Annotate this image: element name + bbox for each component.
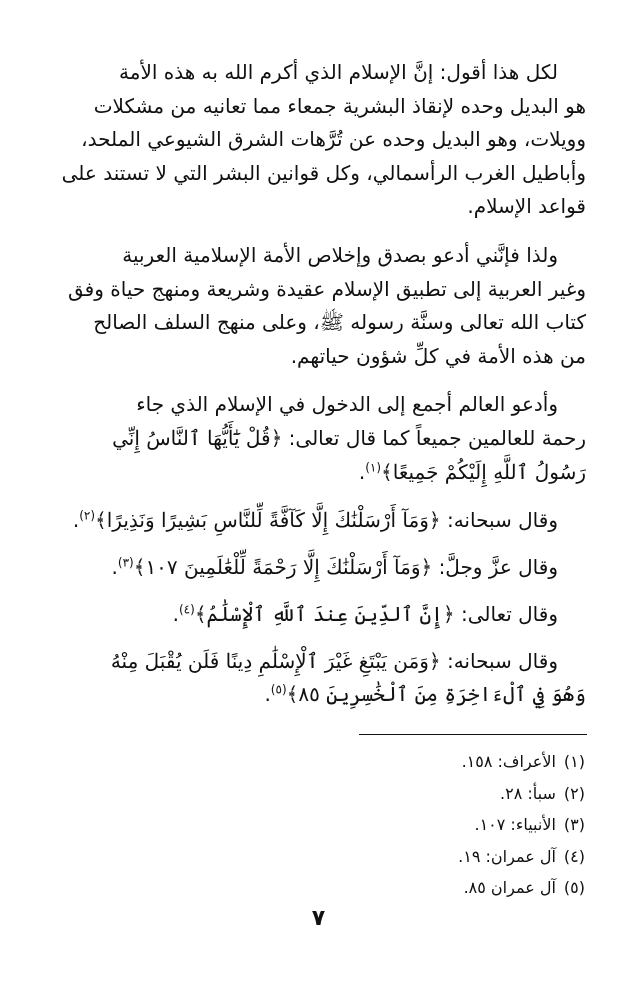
footnote-number: (٣) xyxy=(563,815,585,834)
footnote-text: آل عمران ٨٥. xyxy=(463,878,556,897)
quote-intro: وقال سبحانه: xyxy=(446,508,558,533)
footnote-text: الأنبياء: ١٠٧. xyxy=(474,815,556,834)
footnotes-list xyxy=(285,746,585,904)
quote-line-4 xyxy=(58,645,586,711)
text-line: وأباطيل الغرب الرأسمالي، وكل قوانين البشر التي لا تستند على xyxy=(61,160,586,185)
text-line: لكل هذا أقول: إنَّ الإسلام الذي أكرم الله به هذه الأمة xyxy=(119,60,558,84)
punctuation: . xyxy=(72,508,80,533)
footnote-number: (٤) xyxy=(563,846,585,866)
footnote-marker: (٥) xyxy=(270,682,287,697)
footnote-number: (١) xyxy=(563,752,585,771)
text-line: كتاب الله تعالى وسنَّة رسوله ﷺ، وعلى منهج السلف الصالح xyxy=(93,310,586,335)
footnote-item xyxy=(285,841,585,873)
text-line xyxy=(58,456,586,490)
page-body xyxy=(58,56,586,731)
text-line xyxy=(58,422,586,456)
text-line: هو البديل وحده لإنقاذ البشرية جمعاء مما تعانيه من مشكلات xyxy=(93,93,586,118)
quran-verse: ﴿إِنَّ ٱلدِّينَ عِندَ ٱللَّهِ ٱلْإِسْلَٰمُ﴾ xyxy=(194,602,455,627)
text-line: من هذه الأمة في كلِّ شؤون حياتهم. xyxy=(290,343,586,368)
quote-intro: وقال عزَّ وجلَّ: xyxy=(438,555,558,580)
footnote-item xyxy=(285,872,585,904)
footnote-marker: (٤) xyxy=(178,602,195,617)
punctuation: . xyxy=(111,555,118,580)
text-line: قواعد الإسلام. xyxy=(467,194,586,219)
punctuation: . xyxy=(358,459,366,484)
punctuation: . xyxy=(264,682,271,707)
text-line: وأدعو العالم أجمع إلى الدخول في الإسلام الذي جاء xyxy=(136,392,558,417)
footnote-marker: (١) xyxy=(365,459,382,474)
footnote-marker: (٢) xyxy=(79,508,96,523)
footnote-text: سبأ: ٢٨. xyxy=(500,783,556,803)
quran-verse: رَسُولُ ٱللَّهِ إِلَيْكُمْ جَمِيعًا﴾ xyxy=(381,459,586,484)
quote-intro: وقال سبحانه: xyxy=(446,649,558,674)
text-line: وويلات، وهو البديل وحده عن تُرَّهات الشرق الشيوعي الملحد، xyxy=(81,127,586,152)
text-line xyxy=(58,678,586,711)
footnote-item xyxy=(285,746,585,778)
footnote-text: الأعراف: ١٥٨. xyxy=(461,752,556,771)
footnote-marker: (٣) xyxy=(117,555,134,570)
quote-line-3 xyxy=(58,598,586,631)
inline-text: رحمة للعالمين جميعاً كما قال تعالى: xyxy=(288,425,586,450)
footnote-item xyxy=(285,778,585,810)
paragraph-2 xyxy=(58,239,586,373)
quran-verse: وَهُوَ فِي ٱلْءَاخِرَةِ مِنَ ٱلْخَٰسِرِينَ ٨٥﴾ xyxy=(286,682,586,707)
footnote-divider xyxy=(359,734,587,735)
text-line xyxy=(58,645,586,678)
quote-intro: وقال تعالى: xyxy=(460,602,558,627)
quotes-block xyxy=(58,504,586,631)
quran-verse: ﴿وَمَآ أَرْسَلْنَٰكَ إِلَّا كَآفَّةً لِّلنَّاسِ بَشِيرًا وَنَذِيرًا﴾ xyxy=(95,508,441,533)
quote-line-2 xyxy=(58,551,586,584)
paragraph-3 xyxy=(58,388,586,489)
quran-verse: ﴿وَمَآ أَرْسَلْنَٰكَ إِلَّا رَحْمَةً لِّلْعَٰلَمِينَ ١٠٧﴾ xyxy=(133,555,433,580)
page-number: ٧ xyxy=(311,906,326,931)
paragraph-1 xyxy=(58,56,586,224)
text-line: ولذا فإنَّني أدعو بصدق وإخلاص الأمة الإسلامية العربية xyxy=(122,242,558,267)
quote-line-1 xyxy=(58,504,586,537)
footnote-number: (٥) xyxy=(563,878,585,897)
quran-verse: ﴿قُلْ يَٰٓأَيُّهَا ٱلنَّاسُ إِنِّي xyxy=(112,425,283,450)
footnote-number: (٢) xyxy=(563,783,585,803)
footnote-item xyxy=(285,809,585,841)
footnote-text: آل عمران: ١٩. xyxy=(458,846,556,866)
punctuation: . xyxy=(172,602,179,627)
text-line: وغير العربية إلى تطبيق الإسلام عقيدة وشريعة ومنهج حياة وفق xyxy=(68,276,586,301)
quran-verse: ﴿وَمَن يَبْتَغِ غَيْرَ ٱلْإِسْلَٰمِ دِينًا فَلَن يُقْبَلَ مِنْهُ xyxy=(110,649,441,674)
